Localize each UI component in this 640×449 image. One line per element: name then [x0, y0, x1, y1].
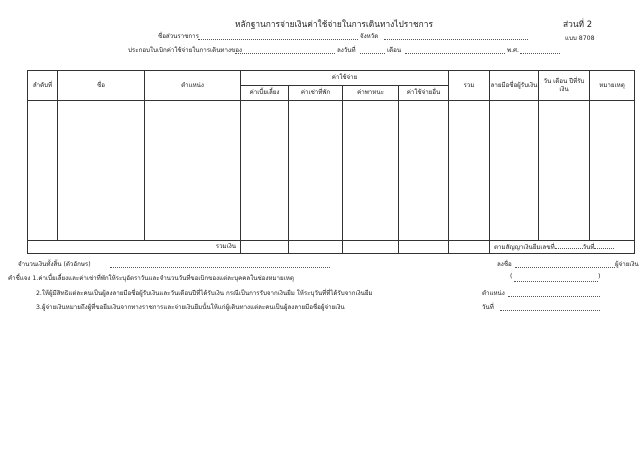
contract-no-field[interactable]: [555, 242, 583, 249]
cell-position[interactable]: [145, 101, 241, 241]
payer-label: ผู้จ่ายเงิน: [615, 261, 639, 268]
instruction-2: 2.ให้ผู้มีสิทธิแต่ละคนเป็นผู้ลงลายมือชื่อผู้รับเงินและวันเดือนปีที่ได้รับเงิน กรณีเป็นการรับจากเงินยืม ให้ระบุวันที่ที่ได้รับจากเงินยืม: [36, 290, 373, 297]
col-name-header: ชื่อ: [58, 71, 145, 101]
footer-allowance[interactable]: [241, 241, 289, 254]
table-row: [28, 101, 635, 241]
part-number: ส่วนที่ 2: [563, 19, 593, 29]
footer-contract: [490, 241, 635, 254]
month-field[interactable]: [405, 45, 505, 54]
cell-other[interactable]: [399, 101, 449, 241]
sign-label: ลงชื่อ: [497, 261, 512, 268]
cell-signature[interactable]: [490, 101, 539, 241]
day-field[interactable]: [360, 45, 385, 54]
footer-date-label: วันที่: [482, 304, 494, 311]
expense-table: [27, 70, 635, 254]
form-number: แบบ 8708: [565, 35, 595, 42]
cell-order[interactable]: [28, 101, 58, 241]
traveler-field[interactable]: [235, 45, 335, 54]
year-label: พ.ศ.: [507, 47, 519, 54]
cell-transport[interactable]: [343, 101, 399, 241]
col-position-header: ตำแหน่ง: [145, 71, 241, 101]
col-signature-header: ลายมือชื่อผู้รับเงิน: [490, 71, 539, 101]
payer-signature-field[interactable]: [515, 259, 615, 268]
footer-total[interactable]: [449, 241, 490, 254]
col-date-received-header: วัน เดือน ปีที่รับเงิน: [539, 71, 590, 101]
col-expense-header: ค่าใช้จ่าย: [241, 71, 449, 86]
instruction-3: 3.ผู้จ่ายเงินหมายถึงผู้ที่ขอยืมเงินจากทางราชการและจ่ายเงินยืมนั้นให้แก่ผู้เดินทางแต่ละคนเป็นผู้ลงลายมือชื่อผู้จ่ายเงิน: [36, 304, 345, 311]
sub-allowance-header: ค่าเบี้ยเลี้ยง: [241, 86, 289, 101]
footer-lodging[interactable]: [289, 241, 343, 254]
date-label: ลงวันที่: [337, 47, 356, 54]
instruction-1: คำชี้แจง 1.ค่าเบี้ยเลี้ยงและค่าเช่าที่พักให้ระบุอัตราวันและจำนวนวันที่ขอเบิกของแต่ละบุคคลในช่องหมายเหตุ: [8, 275, 294, 282]
contract-date-label: วันที่: [582, 244, 595, 251]
sub-transport-header: ค่าพาหนะ: [343, 86, 399, 101]
amount-words-field[interactable]: [110, 259, 330, 268]
position-label: ตำแหน่ง: [482, 290, 505, 297]
agency-label: ชื่อส่วนราชการ: [158, 33, 199, 40]
cell-lodging[interactable]: [289, 101, 343, 241]
cell-allowance[interactable]: [241, 101, 289, 241]
amount-words-label: จำนวนเงินทั้งสิ้น (ตัวอักษร): [18, 261, 91, 268]
col-order-header: ลำดับที่: [28, 71, 58, 101]
footer-transport[interactable]: [343, 241, 399, 254]
col-total-header: รวม: [449, 71, 490, 101]
cell-total[interactable]: [449, 101, 490, 241]
cell-date-received[interactable]: [539, 101, 590, 241]
attached-label: ประกอบใบเบิกค่าใช้จ่ายในการเดินทางของ: [128, 47, 242, 54]
province-field[interactable]: [384, 31, 528, 40]
month-label: เดือน: [387, 47, 402, 54]
payer-date-field[interactable]: [500, 302, 600, 311]
paren-close: ): [598, 273, 601, 280]
payer-position-field[interactable]: [508, 288, 600, 297]
footer-other[interactable]: [399, 241, 449, 254]
year-field[interactable]: [520, 45, 560, 54]
sub-lodging-header: ค่าเช่าที่พัก: [289, 86, 343, 101]
province-label: จังหวัด: [360, 33, 379, 40]
col-remark-header: หมายเหตุ: [590, 71, 635, 101]
footer-total-label: รวมเงิน: [28, 241, 241, 254]
contract-label: ตามสัญญาเงินยืมเลขที่: [494, 244, 555, 251]
payer-name-field[interactable]: [514, 273, 601, 282]
form-title: หลักฐานการจ่ายเงินค่าใช้จ่ายในการเดินทางไปราชการ: [235, 19, 433, 29]
cell-name[interactable]: [58, 101, 145, 241]
sub-other-header: ค่าใช้จ่ายอื่น: [399, 86, 449, 101]
cell-remark[interactable]: [590, 101, 635, 241]
agency-field[interactable]: [198, 31, 358, 40]
paren-open: (: [510, 273, 513, 280]
contract-date-field[interactable]: [594, 242, 614, 249]
